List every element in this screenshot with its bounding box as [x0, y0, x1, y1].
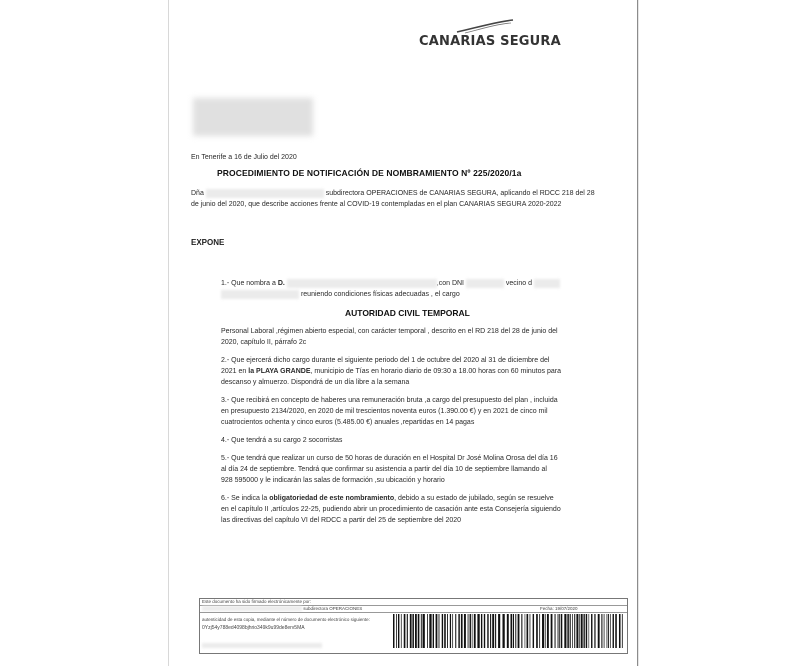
barcode-bar	[439, 614, 440, 648]
item2-line2-a: 2021 en	[221, 368, 249, 375]
barcode-bar	[555, 614, 556, 648]
barcode-bar	[433, 614, 434, 648]
barcode-bar	[551, 614, 553, 648]
item1-part1-bold: D.	[277, 280, 285, 287]
barcode-bar	[442, 614, 443, 648]
barcode-bar	[619, 614, 621, 648]
intro-prefix: Dña	[191, 190, 204, 197]
barcode-bar	[589, 614, 590, 648]
barcode-bar	[547, 614, 549, 648]
barcode-bar	[461, 614, 463, 648]
item1-line-1	[221, 278, 560, 289]
barcode-bar	[477, 614, 479, 648]
barcode-bar	[487, 614, 488, 648]
barcode-bar	[484, 614, 485, 648]
barcode-bar	[427, 614, 428, 648]
item2-line-3: descanso y almuerzo. Dispondrá de un día libre a la semana	[221, 379, 410, 386]
footer-header: Este documento ha sido firmado electrónicamente por:	[202, 599, 312, 604]
personal-line-2: 2020, capítulo II, párrafo 2c	[221, 339, 307, 346]
item1-part1: 1.- Que nombra a	[221, 280, 278, 287]
barcode-bar	[542, 614, 544, 648]
barcode-bar	[536, 614, 538, 648]
barcode-bar	[518, 614, 520, 648]
barcode-bar	[498, 614, 500, 648]
barcode-bar	[444, 614, 446, 648]
barcode-bar	[436, 614, 438, 648]
intro-line-2: de junio del 2020, que describe acciones frente al COVID-19 contempladas en el plan CANARIAS SEGURA 2020-2022	[191, 201, 562, 208]
item1-line-2	[221, 289, 460, 300]
item5-line-1: 5.- Que tendrá que realizar un curso de 50 horas de duración en el Hospital Dr José Molina Orosa del día 16	[221, 455, 558, 462]
intro-middle: subdirectora OPERACIONES de CANARIAS SEGURA, aplicando el RDCC 218 del 28	[325, 190, 595, 197]
barcode-bar	[418, 614, 420, 648]
personal-line-1: Personal Laboral ,régimen abierto especial, con carácter temporal , descrito en el RD 218 del 28 de junio del	[221, 328, 558, 335]
barcode-bar	[613, 614, 614, 648]
signature-footer-box	[199, 598, 628, 654]
barcode-bar	[507, 614, 509, 648]
barcode-bar	[530, 614, 531, 648]
item1-line2-text: reuniendo condiciones físicas adecuadas , el cargo	[300, 291, 460, 298]
barcode-bar	[492, 614, 494, 648]
logo-swoosh-icon	[455, 18, 515, 34]
barcode-bar	[594, 614, 595, 648]
barcode-bar	[396, 614, 397, 648]
redacted-dni	[466, 279, 504, 288]
barcode-bar	[608, 614, 609, 648]
barcode-bar	[559, 614, 560, 648]
item6-line1-a: 6.- Se indica la	[221, 495, 270, 502]
document-page	[168, 0, 638, 666]
barcode-bar	[572, 614, 573, 648]
footer-code: 0Yzj54y788ed4098bjhrio349k9u99de8erv5MA	[202, 625, 305, 631]
barcode-bar	[393, 614, 394, 648]
intro-line-1	[191, 188, 595, 199]
item6-line-2: en el capítulo II ,artículos 22-25, pudiendo abrir un procedimiento de casación ante esta Consejería siguiendo	[221, 506, 561, 513]
barcode-bar	[527, 614, 529, 648]
barcode-bar	[404, 614, 406, 648]
barcode-bar	[472, 614, 473, 648]
barcode-bar	[622, 614, 623, 648]
item1-vecino: vecino d	[505, 280, 532, 287]
barcode-bar	[415, 614, 417, 648]
redacted-url	[202, 643, 322, 648]
document-title: PROCEDIMIENTO DE NOTIFICACIÓN DE NOMBRAMIENTO Nº 225/2020/1a	[217, 168, 522, 178]
barcode-bar	[464, 614, 466, 648]
barcode-bar	[521, 614, 522, 648]
redacted-town-2	[221, 290, 299, 299]
barcode-bar	[495, 614, 496, 648]
footer-signer-role: subdirectora OPERACIONES	[303, 606, 363, 611]
position-title: AUTORIDAD CIVIL TEMPORAL	[345, 308, 470, 318]
item2-line-2	[221, 366, 561, 377]
item6-obligatoriedad: obligatoriedad de este nombramiento	[269, 495, 395, 502]
section-expone: EXPONE	[191, 238, 225, 247]
item6-line1-b: , debido a su estado de jubilado, según se resuelve	[394, 495, 554, 502]
item5-line-2: al día 24 de septiembre. Tendrá que confirmar su asistencia a partir del día 10 de septiembre llamando al	[221, 466, 547, 473]
barcode-bar	[515, 614, 516, 648]
barcode-bar	[586, 614, 587, 648]
item3-line-1: 3.- Que recibirá en concepto de haberes una remuneración bruta ,a cargo del presupuesto del plan , incluida	[221, 397, 558, 404]
footer-auth-text: autenticidad de esta copia, mediante el número de documento electrónico siguiente:	[202, 617, 370, 622]
barcode-bar	[570, 614, 571, 648]
barcode-icon	[392, 613, 624, 649]
barcode-bar	[474, 614, 476, 648]
footer-fecha: Fecha: 19/07/2020	[540, 606, 578, 611]
date-line: En Tenerife a 16 de Julio del 2020	[191, 154, 297, 161]
item5-line-3: 928 595000 y le indicarán las salas de formación ,su ubicación y horario	[221, 477, 445, 484]
barcode-bar	[421, 614, 422, 648]
barcode-bar	[610, 614, 611, 648]
barcode-bar	[601, 614, 602, 648]
barcode-bar	[533, 614, 534, 648]
barcode-bar	[561, 614, 563, 648]
redacted-signer	[202, 606, 302, 611]
item6-line-1	[221, 493, 554, 504]
barcode-bar	[468, 614, 469, 648]
barcode-bar	[584, 614, 585, 648]
barcode-bar	[458, 614, 459, 648]
barcode-bar	[450, 614, 451, 648]
barcode-bar	[452, 614, 453, 648]
barcode-bar	[502, 614, 504, 648]
barcode-bar	[564, 614, 566, 648]
footer-signer-row	[202, 606, 362, 611]
item2-line-1: 2.- Que ejercerá dicho cargo durante el siguiente periodo del 1 de octubre del 2020 al 31 de diciembre del	[221, 357, 550, 364]
barcode-bar	[470, 614, 471, 648]
item2-line2-b: , municipio de Tías en horario diario de 09:30 a 18.00 horas con 60 minutos para	[310, 368, 561, 375]
item1-dni: ,con DNI	[436, 280, 464, 287]
redacted-address	[193, 98, 313, 136]
barcode-bar	[579, 614, 580, 648]
barcode-bar	[401, 614, 402, 648]
logo-text: CANARIAS SEGURA	[419, 34, 561, 49]
barcode-bar	[407, 614, 408, 648]
redacted-person	[287, 279, 437, 288]
barcode-bar	[525, 614, 526, 648]
barcode-bar	[423, 614, 425, 648]
barcode-bar	[581, 614, 583, 648]
footer-url-row	[202, 643, 322, 648]
barcode-bar	[510, 614, 512, 648]
redacted-name	[206, 189, 324, 198]
barcode-bar	[574, 614, 575, 648]
item3-line-3: cuatrocientos ochenta y cinco euros (5.485.00 €) anuales ,repartidas en 14 pagas	[221, 419, 475, 426]
barcode-bar	[410, 614, 412, 648]
item4-line: 4.- Que tendrá a su cargo 2 socorristas	[221, 437, 343, 444]
barcode-bar	[539, 614, 540, 648]
barcode-bar	[615, 614, 617, 648]
barcode-bar	[490, 614, 491, 648]
barcode-bar	[429, 614, 431, 648]
item3-line-2: en presupuesto 2134/2020, en 2020 de mil trescientos noventa euros (1.390.00 €) y en 2021 de cinco mil	[221, 408, 548, 415]
barcode-bar	[607, 614, 608, 648]
barcode-bar	[481, 614, 482, 648]
barcode-bar	[447, 614, 448, 648]
item6-line-3: las directivas del capítulo VI del RDCC a partir del 25 de septiembre del 2020	[221, 517, 462, 524]
barcode-bar	[412, 614, 413, 648]
barcode-bar	[558, 614, 559, 648]
barcode-bar	[576, 614, 578, 648]
barcode-bar	[545, 614, 546, 648]
barcode-bar	[604, 614, 605, 648]
barcode-bar	[455, 614, 456, 648]
barcode-bar	[513, 614, 514, 648]
barcode-bar	[598, 614, 600, 648]
barcode-bar	[398, 614, 399, 648]
barcode-bar	[567, 614, 568, 648]
barcode-bar	[591, 614, 592, 648]
item2-location: la PLAYA GRANDE	[248, 368, 311, 375]
redacted-town	[534, 279, 560, 288]
